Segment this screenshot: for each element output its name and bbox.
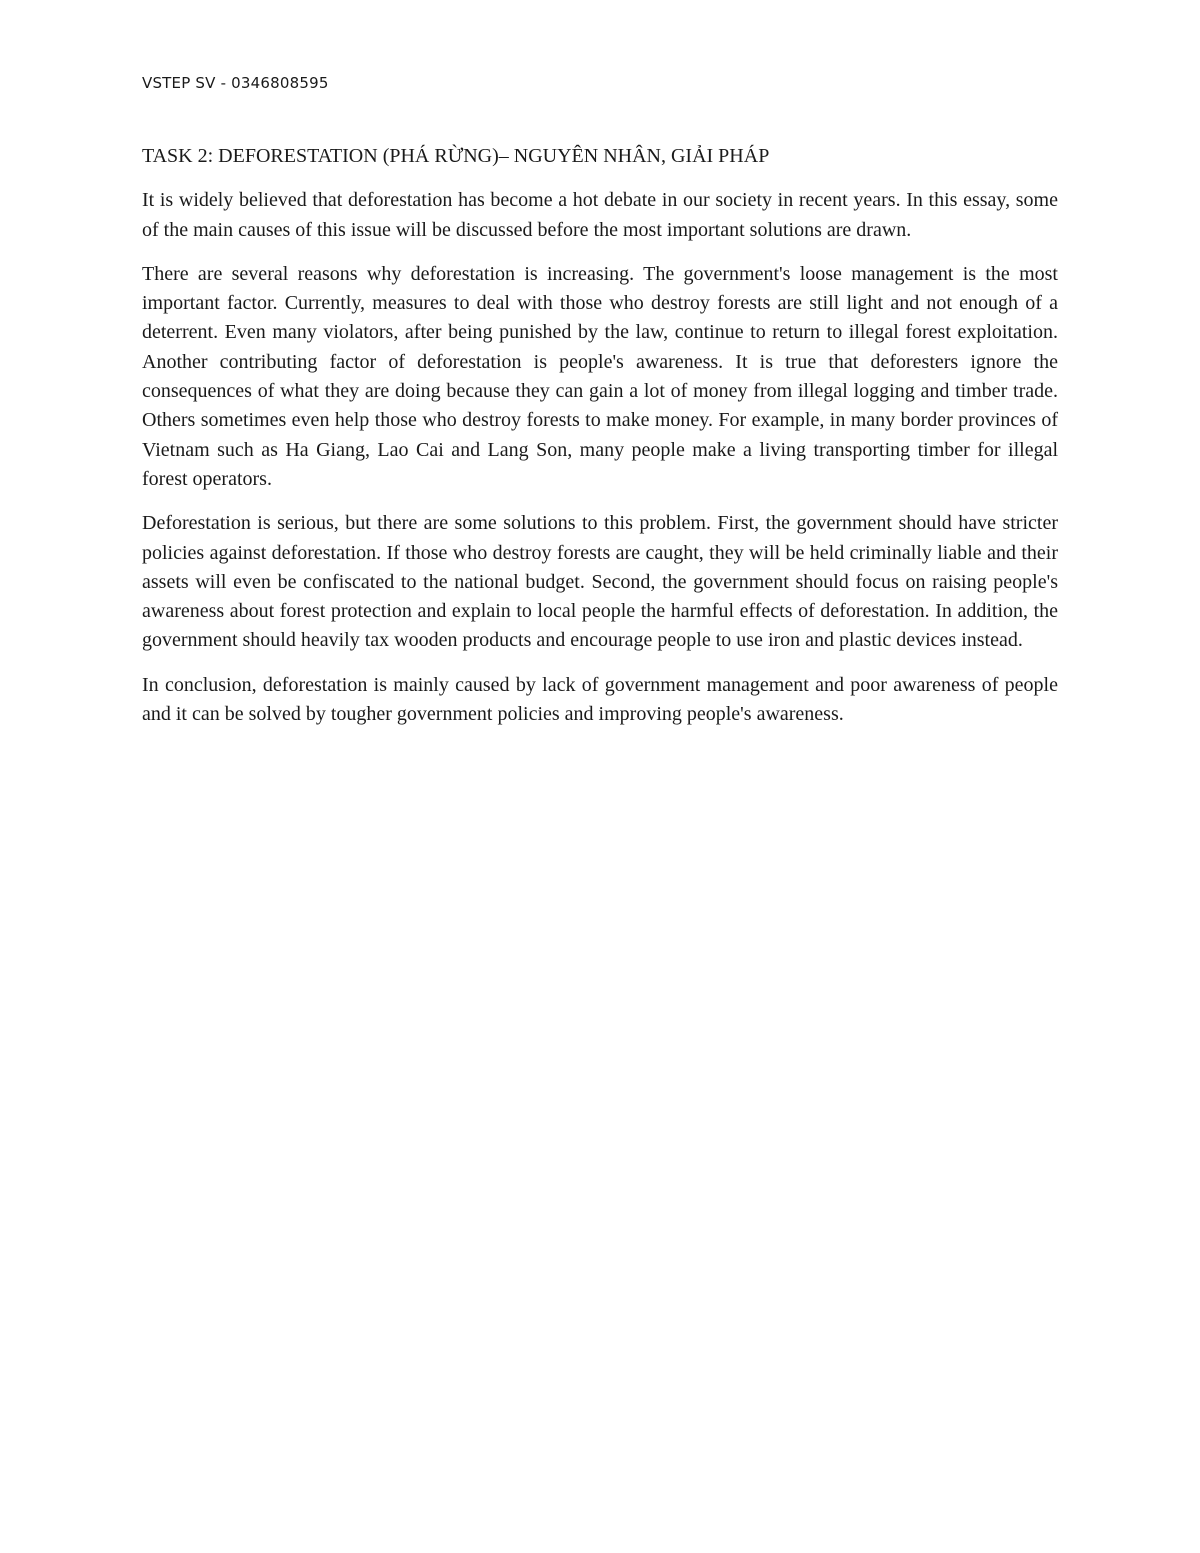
page-header: VSTEP SV - 0346808595 (142, 74, 329, 92)
paragraph-conclusion: In conclusion, deforestation is mainly caused by lack of government management and poor awareness of people and it can be solved by tougher government policies and improving people's awareness. (142, 673, 1058, 726)
paragraph-causes: There are several reasons why deforestation is increasing. The government's loose management is the most important factor. Currently, measures to deal with those who destroy forests are still light and not enough of a deterrent. Even many violators, after being punished by the law, continue to return to illegal forest exploitation. Another contributing factor of deforestation is people's awareness. It is true that deforesters ignore the consequences of what they are doing because they can gain a lot of money from illegal logging and timber trade. Others sometimes even help those who destroy forests to make money. For example, in many border provinces of Vietnam such as Ha Giang, Lao Cai and Lang Son, many people make a living transporting timber for illegal forest operators. (142, 262, 1058, 490)
paragraph-introduction: It is widely believed that deforestation has become a hot debate in our society in recent years. In this essay, some of the main causes of this issue will be discussed before the most important solutions are drawn. (142, 189, 1058, 241)
document-body (142, 142, 1058, 744)
document-title: TASK 2: DEFORESTATION (PHÁ RỪNG)– NGUYÊN NHÂN, GIẢI PHÁP (142, 145, 770, 167)
paragraph-solutions: Deforestation is serious, but there are some solutions to this problem. First, the government should have stricter policies against deforestation. If those who destroy forests are caught, they will be held criminally liable and their assets will even be confiscated to the national budget. Second, the government should focus on raising people's awareness about forest protection and explain to local people the harmful effects of deforestation. In addition, the government should heavily tax wooden products and encourage people to use iron and plastic devices instead. (142, 512, 1058, 652)
